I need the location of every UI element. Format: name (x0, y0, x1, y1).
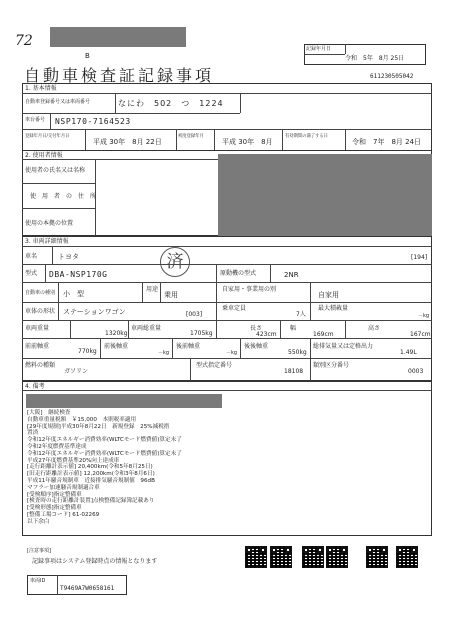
fr-axle: －kg (158, 350, 170, 356)
fuel: ガソリン (64, 368, 89, 375)
remark-line: 令和2年度燃費基準達成 (27, 443, 87, 450)
document-title: 自動車検査証記録事項 (24, 66, 215, 85)
body-label: 車体の形状 (25, 308, 56, 315)
fuel-label: 燃料の種類 (25, 362, 56, 369)
base-location-label: 使用の本拠の位置 (25, 220, 74, 227)
ff-axle-label: 前前軸重 (25, 343, 50, 350)
user-name-label: 使用者の氏名又は名称 (25, 167, 86, 174)
remark-line: 令和12年度エネルギー消費効率(WLTCモード燃費値)算定未了 (27, 437, 182, 444)
engine: 2NR (284, 271, 299, 279)
remark-line: マフラー加速騒音規制適合車 (27, 484, 100, 491)
remark-line: [29年度規制]平成30年8月22日 新規登録 25%減税措 (27, 423, 170, 430)
section4-heading: 4. 備考 (25, 383, 45, 390)
remark-line: 平成27年度燃費基準20%向上達成車 (27, 457, 120, 464)
gross-weight: 1705kg (190, 330, 213, 337)
qr-code-1 (245, 546, 267, 568)
qr-code-2 (270, 546, 292, 568)
fr-axle-label: 前後軸重 (104, 343, 129, 350)
chassis-label: 車台番号 (25, 117, 46, 123)
remark-line: 令和12年度エネルギー消費効率(WLTCモード燃費値)算定未了 (27, 450, 182, 457)
section1-heading: 1. 基本情報 (25, 85, 57, 92)
displacement: 1.49L (400, 349, 417, 356)
qr-code-6 (396, 546, 418, 568)
use: 乗用 (164, 291, 178, 299)
remark-line: [走行距離計表示値] 20,400km(令和5年8月25日) (27, 464, 153, 471)
redacted-owner-header (50, 27, 186, 47)
height: 167cm (410, 331, 431, 338)
first-reg-label: 登録年月日/交付年月日 (25, 134, 70, 139)
record-date-label: 記録年月日 (306, 46, 332, 52)
remark-line: [旧走行距離計表示値] 12,200km(令和3年8月6日) (27, 471, 155, 478)
height-label: 高さ (368, 325, 381, 332)
gross-weight-label: 車両総重量 (131, 325, 162, 332)
category: 0003 (408, 368, 424, 375)
maker-label: 車名 (25, 253, 38, 260)
redacted-remarks-header (26, 394, 222, 408)
kind: 小 型 (63, 290, 84, 298)
redacted-user-info (218, 154, 432, 236)
rf-axle: －kg (226, 350, 238, 356)
expiry-label: 有効期間の満了する日 (285, 134, 328, 139)
notice-text: 記録事項はシステム登録時点の情報となります (32, 558, 158, 565)
remark-line: [受検順序]指定整備車 (27, 491, 82, 498)
remark-line: [検査時の走行距離計装置]点検整備記録簿記載あり (27, 498, 155, 505)
remark-line: [大阪] 継続検査 (27, 410, 71, 416)
vehicle-id: T9469A7W0658161 (60, 585, 115, 592)
first-reg-month-label: 初度登録年月 (178, 134, 204, 139)
capacity-label: 乗車定員 (222, 305, 247, 312)
qr-code-3 (302, 546, 324, 568)
remark-line: [整備工場コード] 61-02269 (27, 511, 100, 518)
length: 423cm (256, 331, 277, 338)
expiry-date: 令和 7年 8月 24日 (352, 138, 422, 146)
vehicle-id-label: 車両ID (30, 578, 46, 584)
document-code: 611230505042 (370, 73, 414, 80)
record-date: 令和 5年 8月 25日 (345, 55, 405, 62)
user-address-label: 使 用 者 の 住 所 (30, 193, 97, 200)
weight-label: 車両重量 (25, 325, 50, 332)
body-shape: ステーションワゴン (63, 308, 126, 316)
handwritten-number: 72 (15, 33, 33, 49)
registration-number: なにわ 502 つ 1224 (118, 99, 224, 108)
use-label: 用途 (146, 286, 159, 293)
length-label: 長さ (250, 325, 263, 332)
maker: トヨタ (58, 253, 79, 261)
remarks-list (27, 410, 182, 526)
remark-line: 自動車重量税額 ￥15,000 本則税率適用 (27, 416, 137, 423)
displacement-label: 総排気量又は定格出力 (313, 343, 374, 350)
max-load: －kg (418, 313, 430, 319)
inspection-stamp: 済 (160, 247, 190, 277)
body-code: [003] (186, 311, 203, 318)
ff-axle: 770kg (78, 348, 97, 355)
engine-label: 原動機の型式 (220, 270, 257, 277)
width: 169cm (313, 331, 334, 338)
remark-line: [受検形態]指定整備車 (27, 505, 82, 512)
maker-code: [194] (411, 254, 428, 261)
rf-axle-label: 後前軸重 (176, 343, 201, 350)
rr-axle-label: 後後軸重 (244, 343, 269, 350)
model-label: 型式 (25, 270, 38, 277)
remark-line: 置済 (27, 430, 39, 437)
max-load-label: 最大積載量 (318, 305, 349, 312)
first-reg-date: 平成 30年 8月 22日 (93, 138, 162, 146)
remark-line: 以下余白 (27, 518, 50, 525)
purpose-label: 自家用・事業用の別 (222, 286, 277, 293)
qr-code-5 (366, 546, 388, 568)
kind-label: 自動車の種別 (25, 290, 56, 296)
rr-axle: 550kg (288, 349, 307, 356)
chassis-number: NSP170-7164523 (55, 117, 131, 126)
model: DBA-NSP170G (49, 270, 108, 279)
first-reg-month: 平成 30年 8月 (222, 138, 273, 146)
category-label: 類別区分番号 (313, 362, 350, 369)
reg-no-label: 自動車登録番号又は車両番号 (25, 99, 91, 105)
qr-code-4 (326, 546, 348, 568)
type-approval-label: 型式指定番号 (196, 362, 233, 369)
section3-heading: 3. 車両詳細情報 (25, 238, 69, 245)
type-approval: 18108 (284, 368, 304, 375)
doc-letter: B (85, 52, 90, 60)
purpose: 自家用 (318, 291, 339, 299)
width-label: 幅 (290, 325, 297, 332)
section2-heading: 2. 使用者情報 (25, 152, 63, 159)
remark-line: 平成11年騒音規制車 近接排気騒音規制値 96dB (27, 477, 155, 484)
notice-label: [注意事項] (27, 548, 51, 554)
capacity: 7人 (296, 311, 306, 318)
weight: 1320kg (105, 330, 128, 337)
